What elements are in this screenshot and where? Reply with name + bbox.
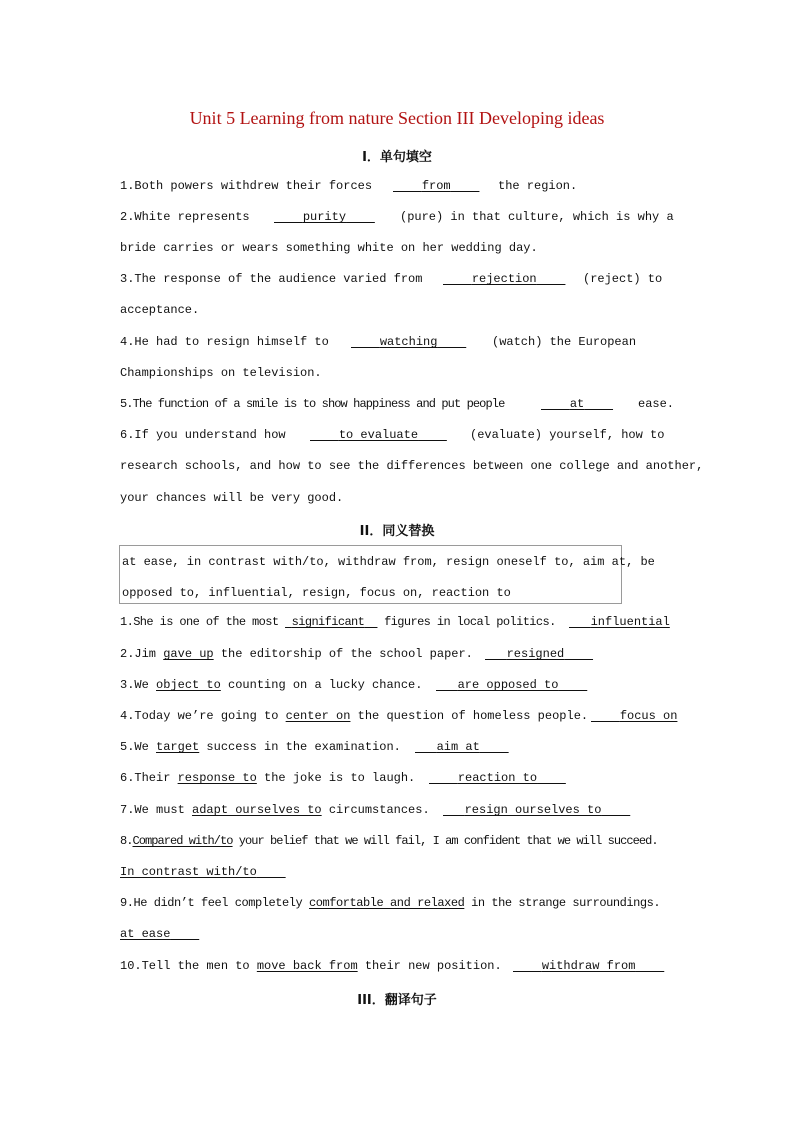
item-text-after: (watch) the European	[492, 335, 637, 349]
answer-blank	[591, 708, 677, 724]
answer-text: In contrast with/to	[120, 865, 257, 879]
item-text: 5.The function of a smile is to show happiness and put people	[120, 397, 505, 411]
answer-text: resigned	[506, 647, 565, 661]
item-text-continued-2: your chances will be very good.	[120, 491, 344, 505]
answer-text: are opposed to	[457, 678, 559, 692]
target-phrase: significant	[291, 615, 365, 629]
word-bank-box	[119, 545, 655, 604]
item-text: 5.We target success in the examination.	[120, 740, 401, 754]
answer-blank	[541, 396, 613, 412]
item-text: 4.Today we’re going to center on the question of homeless people.	[120, 709, 589, 723]
item-text-continued: acceptance.	[120, 303, 200, 317]
target-phrase: target	[156, 740, 200, 754]
section-heading-synonym: II．同义替换	[359, 524, 435, 539]
item-text: 7.We must adapt ourselves to circumstances.	[120, 803, 430, 817]
answer-blank	[443, 271, 565, 287]
target-phrase: move back from	[256, 959, 358, 973]
item-text-after: (pure) in that culture, which is why a	[400, 210, 674, 224]
target-phrase: Compared with/to	[132, 834, 233, 848]
target-phrase: center on	[285, 709, 351, 723]
answer-blank	[393, 178, 479, 194]
item-text-after: (reject) to	[583, 272, 663, 286]
item-text: 6.Their response to the joke is to laugh.	[120, 771, 416, 785]
target-phrase: object to	[156, 678, 221, 692]
answer-blank	[120, 926, 199, 942]
item-text: 3.The response of the audience varied from	[120, 272, 423, 286]
item-text: 9.He didn’t feel completely comfortable and relaxed in the strange surroundings.	[120, 896, 661, 910]
item-text-continued: bride carries or wears something white on her wedding day.	[120, 241, 538, 255]
answer-blank	[415, 739, 509, 755]
answer-text: influential	[590, 615, 670, 629]
answer-text: to evaluate	[338, 428, 419, 442]
item-text: 1.Both powers withdrew their forces	[120, 179, 373, 193]
document-title: Unit 5 Learning from nature Section III Developing ideas	[189, 108, 605, 128]
item-text: 1.She is one of the most significant figures in local politics.	[120, 615, 556, 629]
answer-blank	[443, 802, 630, 818]
item-text: 2.White represents	[120, 210, 250, 224]
target-phrase: response to	[177, 771, 257, 785]
item-text: 4.He had to resign himself to	[120, 335, 329, 349]
answer-blank	[274, 209, 375, 225]
section-heading-translation: III．翻译句子	[357, 993, 437, 1008]
answer-blank	[485, 646, 593, 662]
answer-text: watching	[379, 335, 438, 349]
item-text: 6.If you understand how	[120, 428, 286, 442]
answer-text: resign ourselves to	[464, 803, 602, 817]
answer-text: focus on	[619, 709, 678, 723]
answer-text: at ease	[120, 927, 171, 941]
answer-blank	[513, 958, 664, 974]
item-text-after: the region.	[498, 179, 578, 193]
item-text-continued: Championships on television.	[120, 366, 322, 380]
target-phrase: adapt ourselves to	[192, 803, 322, 817]
target-phrase: comfortable and relaxed	[309, 896, 465, 910]
answer-text: purity	[302, 210, 347, 224]
target-phrase: gave up	[163, 647, 214, 661]
section-heading-fill-in: I．单句填空	[362, 150, 432, 165]
answer-text: rejection	[471, 272, 537, 286]
answer-blank	[429, 770, 566, 786]
word-bank-line: at ease, in contrast with/to, withdraw from, resign oneself to, aim at, be	[122, 555, 655, 569]
word-bank-line: opposed to, influential, resign, focus on, reaction to	[122, 586, 511, 600]
answer-text: aim at	[436, 740, 480, 754]
answer-blank	[436, 677, 587, 693]
item-text-continued: research schools, and how to see the differences between one college and another,	[120, 459, 704, 473]
item-text-after: (evaluate) yourself, how to	[470, 428, 665, 442]
item-text: 8.Compared with/to your belief that we will fail, I am confident that we will succeed.	[120, 834, 658, 848]
item-text: 3.We object to counting on a lucky chance.	[120, 678, 423, 692]
answer-blank	[310, 427, 447, 443]
answer-text: reaction to	[457, 771, 538, 785]
answer-text: withdraw from	[541, 959, 636, 973]
item-text: 2.Jim gave up the editorship of the school paper.	[120, 647, 473, 661]
answer-blank	[569, 614, 670, 630]
item-text-after: ease.	[638, 397, 675, 411]
answer-blank	[120, 864, 286, 880]
answer-blank	[351, 334, 466, 350]
answer-text: from	[421, 179, 451, 193]
item-text: 10.Tell the men to move back from their new position.	[120, 959, 502, 973]
answer-text: at	[569, 397, 585, 411]
